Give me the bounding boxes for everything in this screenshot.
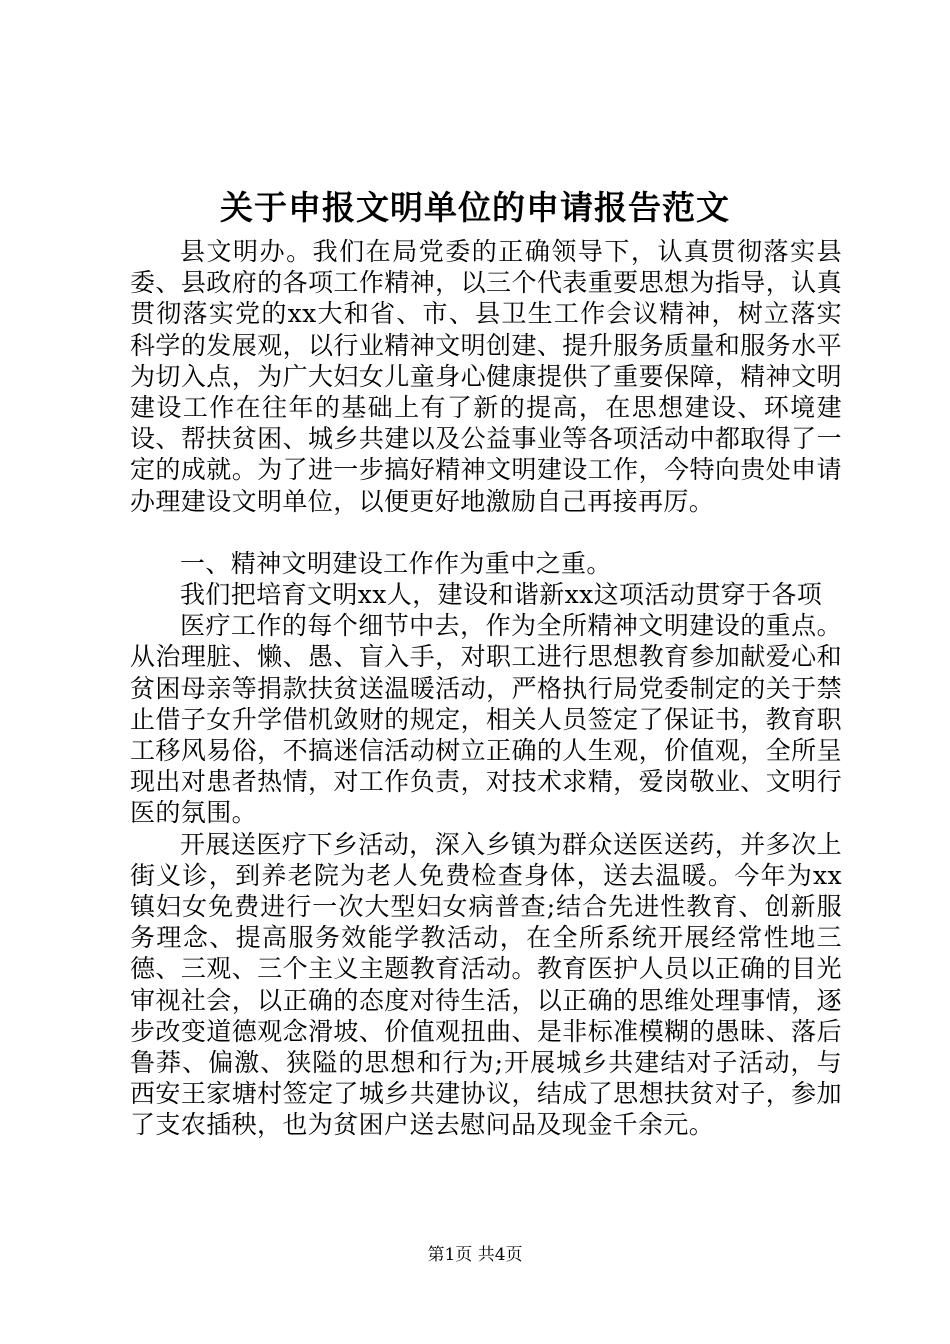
- paragraph-intro: 县文明办。我们在局党委的正确领导下，认真贯彻落实县委、县政府的各项工作精神，以三个代表重要思想为指导，认真贯彻落实党的xx大和省、市、县卫生工作会议精神，树立落实科学的发展观，以行业精神文明创建、提升服务质量和服务水平为切入点，为广大妇女儿童身心健康提供了重要保障，精神文明建设工作在往年的基础上有了新的提高，在思想建设、环境建设、帮扶贫困、城乡共建以及公益事业等各项活动中都取得了一定的成就。为了进一步搞好精神文明建设工作，今特向贵处申请办理建设文明单位，以便更好地激励自己再接再厉。: [130, 237, 842, 516]
- page-footer: 第1页 共4页: [427, 1245, 523, 1265]
- document-body: [130, 236, 842, 1141]
- document-title: 关于申报文明单位的申请报告范文: [220, 188, 730, 227]
- paragraph: 医疗工作的每个细节中去，作为全所精神文明建设的重点。从治理脏、懒、愚、盲入手，对职工进行思想教育参加献爱心和贫困母亲等捐款扶贫送温暖活动，严格执行局党委制定的关于禁止借子女升学借机敛财的规定，相关人员签定了保证书，教育职工移风易俗，不搞迷信活动树立正确的人生观，价值观，全所呈现出对患者热情，对工作负责，对技术求精，爱岗敬业、文明行医的氛围。: [130, 611, 842, 828]
- paragraph: 开展送医疗下乡活动，深入乡镇为群众送医送药，并多次上街义诊，到养老院为老人免费检查身体，送去温暖。今年为xx镇妇女免费进行一次大型妇女病普查;结合先进性教育、创新服务理念、提高服务效能学教活动，在全所系统开展经常性地三德、三观、三个主义主题教育活动。教育医护人员以正确的目光审视社会，以正确的态度对待生活，以正确的思维处理事情，逐步改变道德观念滑坡、价值观扭曲、是非标准模糊的愚昧、落后鲁莽、偏激、狭隘的思想和行为;开展城乡共建结对子活动，与西安王家塘村签定了城乡共建协议，结成了思想扶贫对子，参加了支农插秧，也为贫困户送去慰问品及现金千余元。: [130, 829, 842, 1140]
- section-heading: 一、精神文明建设工作作为重中之重。: [180, 548, 612, 578]
- paragraph: 我们把培育文明xx人，建设和谐新xx这项活动贯穿于各项: [180, 580, 823, 610]
